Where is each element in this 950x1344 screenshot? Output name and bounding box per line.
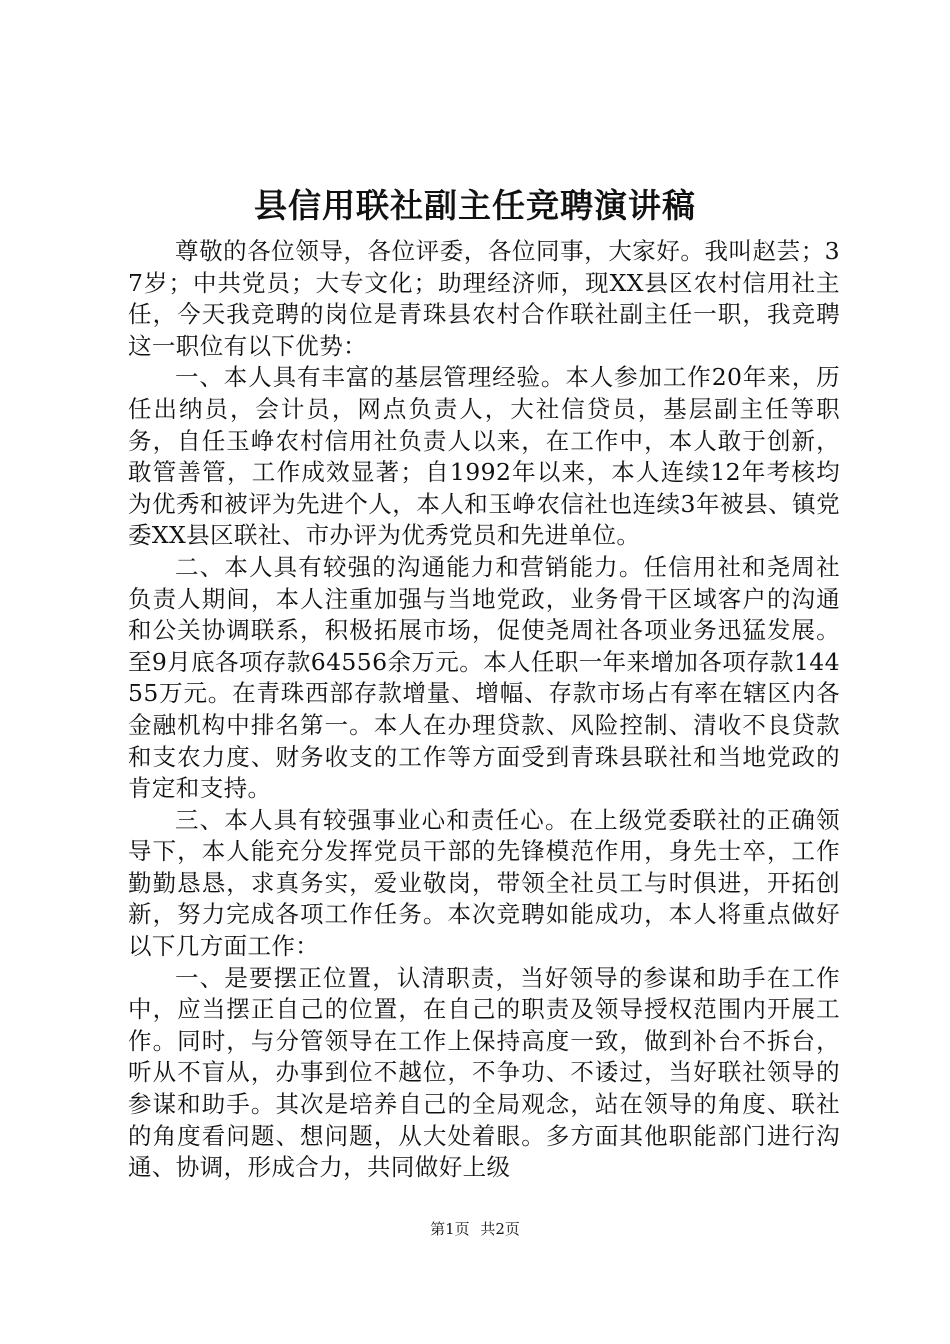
paragraph-advantage-2: 二、本人具有较强的沟通能力和营销能力。任信用社和尧周社负责人期间，本人注重加强与当地党政，业务骨干区域客户的沟通和公关协调联系，积极拓展市场，促使尧周社各项业务迅猛发展。至9月底各项存款64556余万元。本人任职一年来增加各项存款14455万元。在青珠西部存款增量、增幅、存款市场占有率在辖区内各金融机构中排名第一。本人在办理贷款、风险控制、清收不良贷款和支农力度、财务收支的工作等方面受到青珠县联社和当地党政的肯定和支持。 — [128, 552, 840, 803]
document-body — [128, 236, 840, 1184]
paragraph-plan-1: 一、是要摆正位置，认清职责，当好领导的参谋和助手在工作中，应当摆正自己的位置，在自己的职责及领导授权范围内开展工作。同时，与分管领导在工作上保持高度一致，做到补台不拆台，听从不盲从，办事到位不越位，不争功、不诿过，当好联社领导的参谋和助手。其次是培养自己的全局观念，站在领导的角度、联社的角度看问题、想问题，从大处着眼。多方面其他职能部门进行沟通、协调，形成合力，共同做好上级 — [128, 963, 840, 1182]
paragraph-intro: 尊敬的各位领导，各位评委，各位同事，大家好。我叫赵芸；37岁；中共党员；大专文化；助理经济师，现XX县区农村信用社主任，今天我竞聘的岗位是青珠县农村合作联社副主任一职，我竞聘这一职位有以下优势： — [128, 237, 840, 360]
document-title: 县信用联社副主任竞聘演讲稿 — [254, 186, 696, 225]
paragraph-advantage-1: 一、本人具有丰富的基层管理经验。本人参加工作20年来，历任出纳员，会计员，网点负责人，大社信贷员，基层副主任等职务，自任玉峥农村信用社负责人以来，在工作中，本人敢于创新，敢管善管，工作成效显著；自1992年以来，本人连续12年考核均为优秀和被评为先进个人，本人和玉峥农信社也连续3年被县、镇党委XX县区联社、市办评为优秀党员和先进单位。 — [128, 363, 840, 550]
paragraph-advantage-3: 三、本人具有较强事业心和责任心。在上级党委联社的正确领导下，本人能充分发挥党员干部的先锋模范作用，身先士卒，工作勤勤恳恳，求真务实，爱业敬岗，带领全社员工与时俱进，开拓创新，努力完成各项工作任务。本次竞聘如能成功，本人将重点做好以下几方面工作： — [128, 805, 840, 961]
page-total: 共2页 — [480, 1220, 520, 1238]
page-number: 第1页 — [430, 1220, 470, 1238]
page-footer — [0, 1218, 950, 1240]
